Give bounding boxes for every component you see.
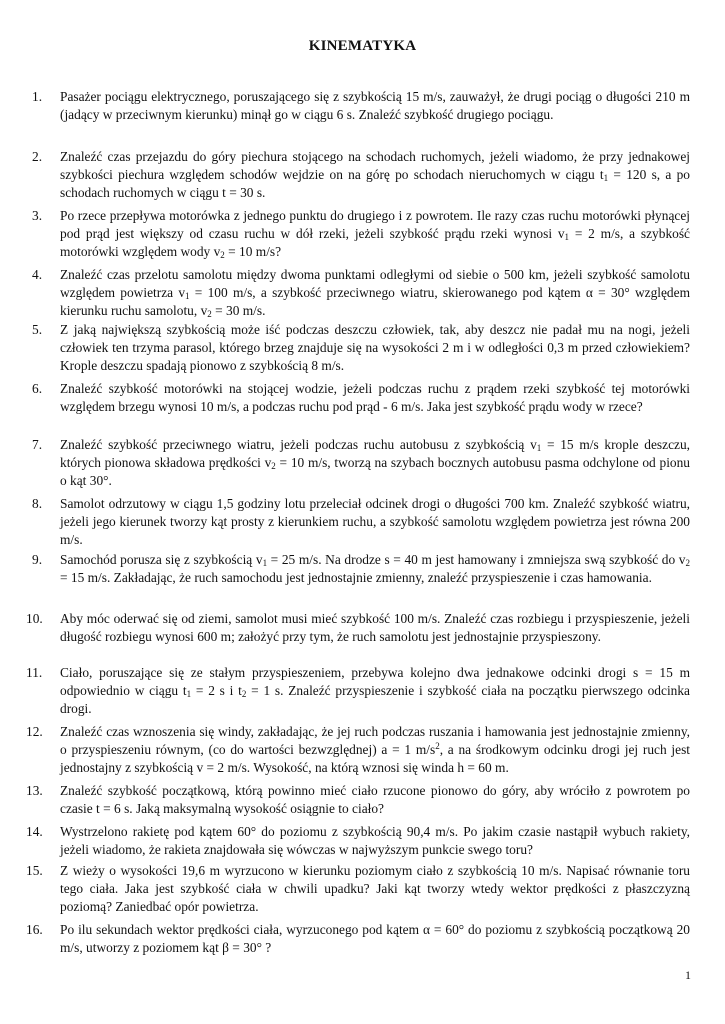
problem-text: Pasażer pociągu elektrycznego, poruszającego się z szybkością 15 m/s, zauważył, że drugi pociąg o długości 210 m (jadący w przeciwnym kierunku) minął go w ciągu 6 s. Znaleźć szybkość drugiego pociągu. [60,89,690,122]
problem-number: 10. [26,611,43,626]
problem-number: 1. [32,89,43,104]
problem-number: 12. [26,724,43,739]
problem-number: 7. [32,437,43,452]
problem-number: 2. [32,149,43,164]
problem-number: 15. [26,863,43,878]
problem-number: 11. [26,665,43,680]
problem-number: 6. [32,381,43,396]
problem-text: Po rzece przepływa motorówka z jednego punktu do drugiego i z powrotem. Ile razy czas ruchu motorówki płynącej pod prąd jest większy od czasu ruchu w dół rzeki, jeżeli szybkość prądu rzeki wynosi $v_1 = 2$ m/s, a szybkość motorówki względem wody $v_2 = 10$ m/s? [60,208,690,260]
problem-text: Samochód porusza się z szybkością $v_1 = 25$ m/s. Na drodze s = 40 m jest hamowany i zmniejsza swą szybkość do $v_2 = 15$ m/s. Zakładając, że ruch samochodu jest jednostajnie zmienny, znaleźć przyspieszenie i czas hamowania. [60,552,690,585]
problem-number: 4. [32,267,43,282]
problem-number: 9. [32,552,43,567]
problem-number: 5. [32,322,43,337]
problem-number: 8. [32,496,43,511]
page-number: 1 [685,968,691,982]
problem-text: Po ilu sekundach wektor prędkości ciała, wyrzuconego pod kątem α = 60° do poziomu z szybkością początkową 20 m/s, utworzy z poziomem kąt β = 30° ? [60,922,690,955]
problem-text: Znaleźć szybkość początkową, którą powinno mieć ciało rzucone pionowo do góry, aby wróciło z powrotem po czasie t = 6 s. Jaką maksymalną wysokość osiągnie to ciało? [60,783,690,816]
problem-text: Znaleźć czas przelotu samolotu między dwoma punktami odległymi od siebie o 500 km, jeżeli szybkość samolotu względem powietrza $v_1 = 100$ m/s, a szybkość przeciwnego wiatru, skierowanego pod kątem α = 30° względem kierunku ruchu samolotu, $v_2 = 30$ m/s. [60,267,690,319]
problem-number: 13. [26,783,43,798]
problem-number: 14. [26,824,43,839]
problem-number: 3. [32,208,43,223]
problem-text: Znaleźć czas wznoszenia się windy, zakładając, że jej ruch podczas ruszania i hamowania jest jednostajnie zmienny, o przyspieszeniu równym, (co do wartości bezwzględnej) a = 1 $m/s^2$, a na środkowym odcinku drogi jej ruch jest jednostajny z szybkością v = 2 m/s. Wysokość, na którą wznosi się winda h = 60 m. [60,724,691,775]
problem-text: Wystrzelono rakietę pod kątem 60° do poziomu z szybkością 90,4 m/s. Po jakim czasie nastąpił wybuch rakiety, jeżeli wiadomo, że rakieta znajdowała się wówczas w najwyższym punkcie swego toru? [60,824,690,857]
problem-text: Znaleźć czas przejazdu do góry piechura stojącego na schodach ruchomych, jeżeli wiadomo, że przy jednakowej szybkości piechura względem schodów wejdzie on na górę po schodach nieruchomych w ciągu $t_1 = 120$ s, a po schodach ruchomych w ciągu t = 30 s. [60,149,690,200]
problem-number: 16. [26,922,43,937]
page-title: KINEMATYKA [308,38,417,54]
problem-text: Samolot odrzutowy w ciągu 1,5 godziny lotu przeleciał odcinek drogi o długości 700 km. Znaleźć szybkość wiatru, jeżeli jego kierunek tworzy kąt prosty z kierunkiem ruchu, a szybkość samolotu względem powietrza jest równa 200 m/s. [60,496,690,547]
problem-text: Znaleźć szybkość motorówki na stojącej wodzie, jeżeli podczas ruchu z prądem rzeki szybkość tej motorówki względem brzegu wynosi 10 m/s, a podczas ruchu pod prąd - 6 m/s. Jaka jest szybkość prądu wody w rzece? [60,381,690,414]
problem-text: Znaleźć szybkość przeciwnego wiatru, jeżeli podczas ruchu autobusu z szybkością $v_1 = 15$ m/s krople deszczu, których pionowa składowa prędkości $v_2 = 10$ m/s, tworzą na szybach bocznych autobusu pasma odchylone od pionu o kąt 30°. [60,437,691,488]
problem-text: Aby móc oderwać się od ziemi, samolot musi mieć szybkość 100 m/s. Znaleźć czas rozbiegu i przyspieszenie, jeżeli długość rozbiegu wynosi 600 m; założyć przy tym, że ruch samolotu jest jednostajnie przyspieszony. [60,611,690,644]
problem-text: Z jaką największą szybkością może iść podczas deszczu człowiek, tak, aby deszcz nie padał mu na nogi, jeżeli człowiek ten trzyma parasol, którego brzeg znajduje się na wysokości 2 m i w odległości 0,3 m przed człowiekiem? Krople deszczu spadają pionowo z szybkością 8 m/s. [60,322,690,373]
problem-text: Ciało, poruszające się ze stałym przyspieszeniem, przebywa kolejno dwa jednakowe odcinki drogi s = 15 m odpowiednio w ciągu $t_1 = 2$ s i $t_2 = 1$ s. Znaleźć przyspieszenie i szybkość ciała na początku pierwszego odcinka drogi. [60,665,691,716]
problem-text: Z wieży o wysokości 19,6 m wyrzucono w kierunku poziomym ciało z szybkością 10 m/s. Napisać równanie toru tego ciała. Jaka jest szybkość ciała w chwili upadku? Jaki kąt tworzy wtedy wektor prędkości z płaszczyzną poziomą? Zaniedbać opór powietrza. [60,863,690,914]
